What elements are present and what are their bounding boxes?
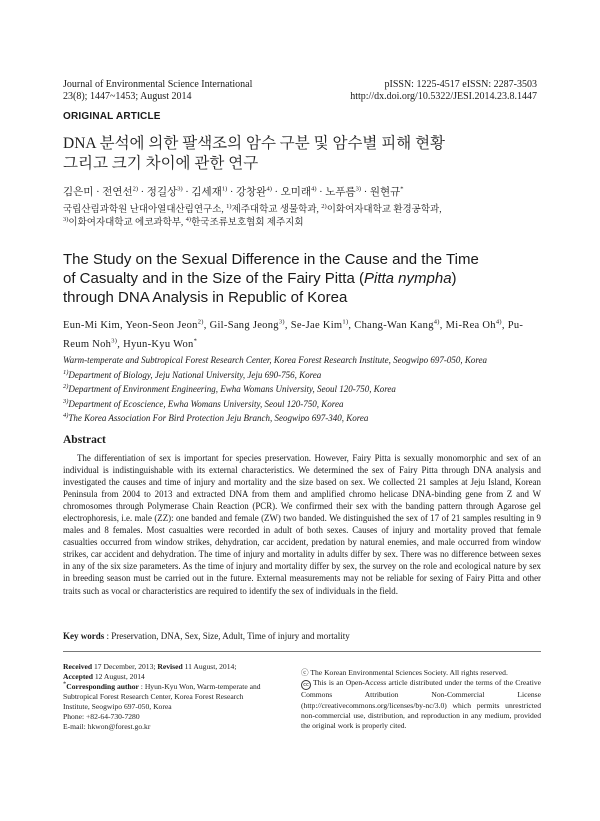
english-author-sup: 3) — [111, 337, 118, 345]
accepted-row — [63, 672, 268, 682]
korean-author-sup: 2) — [132, 185, 139, 193]
corresponding-author — [63, 682, 268, 712]
korean-title-line-1: DNA 분석에 의한 팔색조의 암수 구분 및 암수별 피해 현황 — [63, 135, 446, 152]
korean-title-line-2: 그리고 크기 차이에 관한 연구 — [63, 155, 259, 172]
revised-label: Revised — [157, 662, 183, 671]
article-history — [63, 662, 268, 732]
license-row — [301, 678, 541, 731]
received-label: Received — [63, 662, 93, 671]
english-author: Yeon-Seon Jeon — [125, 320, 198, 331]
korean-author: 원현규 — [369, 187, 401, 198]
english-affil-3-row — [63, 397, 543, 412]
copyright-text: The Korean Environmental Sciences Society. All rights reserved. — [310, 668, 508, 677]
korean-affiliations — [63, 204, 543, 230]
korean-author-sup: 4) — [266, 185, 272, 193]
english-title-line-3: through DNA Analysis in Republic of Korea — [63, 289, 348, 306]
doi-link[interactable]: http://dx.doi.org/10.5322/JESI.2014.23.8.1447 — [350, 91, 537, 102]
species-name: Pitta nympha — [363, 270, 452, 287]
corr-text: : Hyun-Kyu Won, Warm-temperate and Subtropical Forest Research Center, Korea Forest Research Institute, Seogwipo 697-050, Korea — [63, 682, 261, 711]
journal-name: Journal of Environmental Science International — [63, 79, 253, 90]
korean-author-sup: 4) — [311, 185, 317, 193]
korean-affil-sup-3: 3) — [63, 215, 69, 223]
english-affil-sup-1: 1) — [63, 368, 69, 376]
english-title — [63, 250, 543, 307]
english-author: Hyun-Kyu Won — [123, 339, 194, 350]
english-title-line-1: The Study on the Sexual Difference in the Cause and the Time — [63, 251, 479, 268]
phone: Phone: +82-64-730-7280 — [63, 712, 140, 721]
korean-author: 전연선 — [102, 187, 133, 198]
english-author-sup: 3) — [278, 318, 285, 326]
korean-affil-sup-2: 2) — [321, 202, 327, 210]
korean-affil-4: 한국조류보호협회 제주지회 — [191, 218, 304, 228]
english-affil-sup-3: 3) — [63, 397, 69, 405]
english-author-sup: 4) — [433, 318, 440, 326]
license-info — [301, 668, 541, 731]
english-author: Gil-Sang Jeong — [209, 320, 279, 331]
english-affil-1-row — [63, 368, 543, 383]
korean-author: 오미래 — [280, 187, 312, 198]
english-title-line-2-end: ) — [451, 270, 457, 287]
accepted-date: 12 August, 2014 — [92, 672, 145, 681]
korean-author: 김세재 — [191, 187, 222, 198]
keywords-label: Key words — [63, 631, 105, 641]
history-dates — [63, 662, 268, 672]
korean-author-sup: * — [400, 185, 404, 193]
english-authors: Eun-Mi Kim, Yeon-Seon Jeon$^{2)}$, Gil-Sang Jeong$^{3)}$, Se-Jae Kim$^{1)}$, Chang-Wan Kang$^{4)}$, Mi-Rea Oh$^{4)}$, Pu-Reum Noh$^{3)}$, Hyun-Kyu Won* — [63, 318, 524, 350]
english-affil-sup-2: 2) — [63, 383, 69, 391]
english-affil-main: Warm-temperate and Subtropical Forest Research Center, Korea Forest Research Institute, Seogwipo 697-050, Korea — [63, 355, 488, 365]
issn: pISSN: 1225-4517 eISSN: 2287-3503 — [384, 79, 537, 90]
korean-author: 강창완 — [236, 187, 267, 198]
english-affil-2: Department of Environment Engineering, Ewha Womans University, Seoul 120-750, Korea — [68, 384, 396, 395]
abstract-body: The differentiation of sex is important for species preservation. However, Fairy Pitta is sexually monomorphic and sex of an individual is indistinguishable with its external characteristics. We determined the sex of Fairy Pitta through DNA analysis and investigated the causes and time of injury and mortality and the size based on sex. We collected 21 samples at Jeju Island, Korean Peninsula from 2004 to 2013 and extracted DNA from them and amplified chromo helicase DNA-binding gene from Z and W chromosomes through Polymerase Chain Reaction (PCR). We confirmed their sex with the banding pattern through Agarose gel electrophoresis, i.e. male (ZZ): one banded and female (ZW) two banded. We distinguished the sex of 17 of 21 samples resulting in 9 males and 8 females. Most casualties were recorded in adult of both sexes. Causes of injury and mortality proved that female casualties occurred from window strikes, dehydration, car accident, predation by natural enemies, and male occurred from window strikes, car accident and dehydration. The time of injury and mortality in adults differ by sex. There was no difference between sexes in any of the six size parameters. As the time of injury and mortality differ by sex, the survey on the role and ecological nature by sex in breeding season must be carried out in the future. External measurements may not be reliable for sexing of Fairy Pitta and other traits such as vocal or characteristics are required to identify the sex of individuals in the field. — [63, 453, 541, 596]
english-author: Se-Jae Kim — [290, 320, 343, 331]
english-author-sup: 4) — [495, 318, 502, 326]
copyright-row — [301, 668, 541, 678]
korean-affil-3: 이화여자대학교 에코과학부, — [68, 218, 186, 228]
article-type: ORIGINAL ARTICLE — [63, 111, 161, 122]
korean-affil-main: 국립산림과학원 난대아열대산림연구소, — [63, 205, 227, 215]
journal-info — [63, 79, 252, 103]
footer-divider — [63, 651, 541, 652]
korean-author: 노푸름 — [325, 187, 356, 198]
english-author: Mi-Rea Oh — [445, 320, 496, 331]
korean-affil-sup-1: 1) — [226, 202, 232, 210]
english-title-line-2-text: of Casualty and in the Size of the Fairy Pitta ( — [63, 270, 364, 287]
english-affil-3: Department of Ecoscience, Ewha Womans University, Seoul 120-750, Korea — [68, 398, 344, 409]
received-date: 17 December, 2013; — [92, 662, 158, 671]
copyright-icon: ⓒ — [301, 668, 309, 677]
korean-affil-1: 제주대학교 생물학과, — [231, 205, 322, 215]
corr-label: Corresponding author — [66, 682, 139, 691]
english-author: Pu-Reum Noh — [63, 320, 524, 350]
korean-affil-sup-4: 4) — [185, 215, 192, 223]
revised-date: 11 August, 2014; — [182, 662, 237, 671]
abstract-heading: Abstract — [63, 434, 106, 446]
english-author: Eun-Mi Kim — [63, 320, 120, 331]
english-author-sup: 2) — [197, 318, 204, 326]
korean-authors: 김은미 · 전연선$^{2)}$ · 정길상$^{3)}$ · 김세재$^{1)}$ · 강창완$^{4)}$ · 오미래$^{4)}$ · 노푸름$^{3)}$ · 원현규* — [63, 185, 404, 198]
english-author-sup: 1) — [342, 318, 349, 326]
english-author-sup: * — [193, 337, 198, 345]
keywords — [63, 630, 541, 642]
english-title-line-2 — [63, 269, 543, 288]
corr-sup: * — [63, 680, 67, 688]
korean-title — [63, 134, 543, 174]
english-affil-4-row — [63, 411, 543, 426]
accepted-label: Accepted — [63, 672, 93, 681]
english-author: Chang-Wan Kang — [354, 320, 434, 331]
license-text: This is an Open-Access article distributed under the terms of the Creative Commons Attribution Non-Commercial License (http://creativecommons.org/licenses/by-nc/3.0) which permits unrestricted non-commercial use, distribution, and reproduction in any medium, provided the original work is properly cited. — [301, 678, 541, 731]
korean-author: 김은미 — [63, 187, 94, 198]
english-affiliations — [63, 353, 543, 426]
email[interactable]: E-mail: hkwon@forest.go.kr — [63, 722, 151, 731]
korean-author: 정길상 — [146, 187, 178, 198]
english-affil-sup-4: 4) — [63, 412, 69, 420]
english-affil-1: Department of Biology, Jeju National University, Jeju 690-756, Korea — [68, 369, 322, 380]
english-affil-2-row — [63, 382, 543, 397]
korean-author-sup: 3) — [355, 185, 362, 193]
keywords-list: : Preservation, DNA, Sex, Size, Adult, Time of injury and mortality — [104, 631, 350, 641]
korean-author-sup: 1) — [221, 185, 228, 193]
journal-ids — [350, 79, 537, 103]
english-affil-4: The Korea Association For Bird Protection Jeju Branch, Seogwipo 697-340, Korea — [68, 413, 369, 424]
korean-author-sup: 3) — [177, 185, 183, 193]
korean-affil-2: 이화여자대학교 환경공학과, — [326, 205, 442, 215]
journal-issue: 23(8); 1447~1453; August 2014 — [63, 91, 192, 102]
creative-commons-icon: cc — [301, 680, 311, 690]
